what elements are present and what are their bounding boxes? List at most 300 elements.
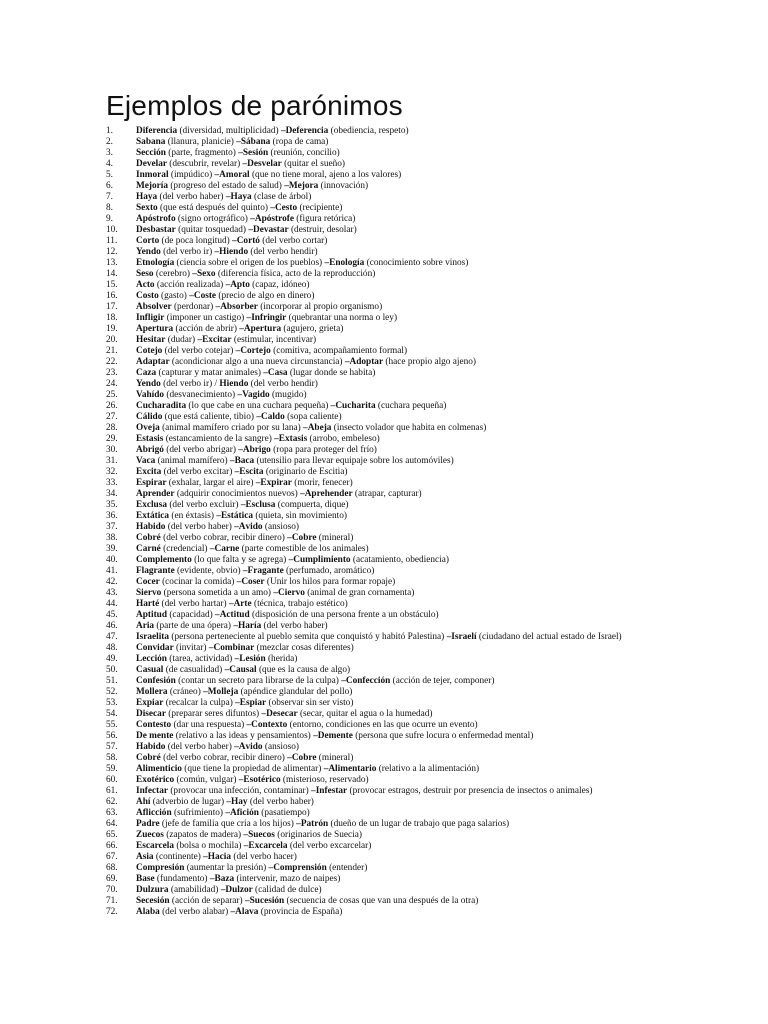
list-item — [106, 742, 756, 753]
paronym-definition: (ciudadano del actual estado de Israel) — [476, 632, 622, 642]
paronym-definition: (apéndice glandular del pollo) — [238, 687, 353, 697]
item-text — [136, 687, 352, 698]
paronym-word: Ávido — [238, 522, 263, 532]
item-number: 54. — [106, 709, 118, 719]
paronym-word: Sesión — [242, 148, 269, 158]
paronym-word: Espirar — [136, 478, 167, 488]
list-item — [106, 170, 756, 181]
item-text — [136, 291, 314, 302]
paronym-definition: (estancamiento de la sangre) — [163, 434, 275, 444]
separator-dash: – — [244, 896, 250, 906]
paronym-definition: (originarios de Suecia) — [274, 830, 362, 840]
paronym-word: Patrón — [300, 819, 329, 829]
item-text — [136, 159, 345, 170]
item-text — [136, 599, 348, 610]
list-item — [106, 203, 756, 214]
list-item — [106, 819, 756, 830]
paronym-word: Desvelar — [247, 159, 282, 169]
paronym-definition: (pasatiempo) — [258, 808, 310, 818]
paronym-word: Ahí — [136, 797, 151, 807]
separator-dash: – — [203, 687, 208, 697]
paronym-word: Fragante — [247, 566, 284, 576]
paronym-word: Dulzura — [136, 885, 169, 895]
paronym-word: Abrigo — [242, 445, 271, 455]
separator-dash: – — [296, 819, 301, 829]
item-number: 60. — [106, 775, 118, 785]
item-number: 46. — [106, 621, 118, 631]
separator-dash: – — [248, 225, 253, 235]
paronym-definition: (utensilio para llevar equipaje sobre los automóviles) — [254, 456, 454, 466]
item-number: 36. — [106, 511, 118, 521]
paronym-definition: (llanura, planicie) — [165, 137, 237, 147]
paronym-definition: (diversidad, multiplicidad) — [177, 126, 281, 136]
separator-dash: – — [224, 665, 230, 675]
paronym-word: Asia — [136, 852, 154, 862]
separator-dash: – — [323, 764, 329, 774]
item-number: 35. — [106, 500, 118, 510]
paronym-word: Infligir — [136, 313, 165, 323]
separator-dash: – — [216, 511, 221, 521]
paronym-definition: (parte comestible de los animales) — [239, 544, 369, 554]
paronym-definition: (ropa para proteger del frío) — [270, 445, 377, 455]
list-item — [106, 379, 756, 390]
paronym-definition: (que está caliente, tibio) — [162, 412, 257, 422]
list-item — [106, 797, 756, 808]
paronym-definition: (ansioso) — [262, 742, 299, 752]
paronym-word: Caldo — [260, 412, 285, 422]
paronym-word: Carné — [136, 544, 161, 554]
item-number: 50. — [106, 665, 118, 675]
item-text — [136, 379, 318, 390]
paronym-word: Vahído — [136, 390, 165, 400]
separator-dash: – — [446, 632, 452, 642]
paronym-definition: (sopa caliente) — [284, 412, 342, 422]
paronym-definition: (del verbo cobrar, recibir dinero) — [160, 753, 288, 763]
list-item — [106, 214, 756, 225]
list-item — [106, 775, 756, 786]
paronym-word: Siervo — [136, 588, 162, 598]
paronym-definition: (en éxtasis) — [169, 511, 217, 521]
paronym-word: Diferencia — [136, 126, 178, 136]
paronym-definition: (figura retórica) — [293, 214, 356, 224]
list-item — [106, 522, 756, 533]
paronym-definition: (mineral) — [316, 533, 354, 543]
paronym-definition: (obediencia, respeto) — [328, 126, 409, 136]
paronym-definition: (del verbo hendir) — [248, 379, 318, 389]
list-item — [106, 709, 756, 720]
paronym-definition: (del verbo cobrar, recibir dinero) — [160, 533, 288, 543]
item-text — [136, 148, 340, 159]
paronym-definition: (hace propio algo ajeno) — [383, 357, 477, 367]
separator-dash: – — [215, 302, 221, 312]
paronym-word: Develar — [136, 159, 167, 169]
item-number: 67. — [106, 852, 118, 862]
paronym-definition: (agujero, grieta) — [281, 324, 344, 334]
page-title: Ejemplos de parónimos — [106, 90, 403, 121]
item-number: 42. — [106, 577, 118, 587]
item-text — [136, 643, 354, 654]
list-item — [106, 885, 756, 896]
paronym-definition: (quieta, sin movimiento) — [253, 511, 347, 521]
paronym-word: Cesto — [274, 203, 298, 213]
paronym-definition: (perfumado, aromático) — [283, 566, 375, 576]
separator-dash: – — [230, 907, 236, 917]
item-text — [136, 709, 433, 720]
paronym-word: Deferencia — [285, 126, 329, 136]
separator-dash: – — [341, 676, 346, 686]
list-item — [106, 302, 756, 313]
item-text — [136, 335, 316, 346]
paronym-word: Escita — [239, 467, 264, 477]
separator-dash: – — [270, 203, 275, 213]
paronym-definition: (del verbo cotejar) — [162, 346, 236, 356]
paronym-word: Estasis — [136, 434, 164, 444]
list-item — [106, 412, 756, 423]
paronym-definition: (del verbo excitar) — [161, 467, 235, 477]
list-item — [106, 687, 756, 698]
item-text — [136, 775, 369, 786]
item-number: 71. — [106, 896, 118, 906]
item-number: 66. — [106, 841, 118, 851]
paronym-word: Sábana — [240, 137, 271, 147]
paronym-definition: (capacidad) — [167, 610, 216, 620]
paronym-word: Apto — [230, 280, 250, 290]
paronym-word: Apóstrofe — [254, 214, 294, 224]
separator-dash: – — [235, 346, 241, 356]
paronym-word: Baza — [214, 874, 235, 884]
paronym-definition: (exhalar, largar el aire) — [166, 478, 256, 488]
paronym-word: Aria — [136, 621, 155, 631]
item-text — [136, 841, 371, 852]
separator-dash: – — [238, 775, 244, 785]
paronym-definition: (Unir los hilos para formar ropaje) — [264, 577, 396, 587]
item-text — [136, 885, 322, 896]
item-text — [136, 588, 414, 599]
paronym-word: Esotérico — [243, 775, 281, 785]
item-number: 20. — [106, 335, 118, 345]
list-item — [106, 291, 756, 302]
paronym-definition: (quebrantar una norma o ley) — [286, 313, 398, 323]
item-number: 39. — [106, 544, 118, 554]
separator-dash: – — [220, 885, 226, 895]
paronym-definition: (descubrir, revelar) — [166, 159, 243, 169]
separator-dash: – — [242, 159, 248, 169]
item-number: 34. — [106, 489, 118, 499]
paronym-definition: (evidente, obvio) — [174, 566, 243, 576]
item-text — [136, 456, 454, 467]
paronym-word: Coste — [193, 291, 217, 301]
item-text — [136, 258, 468, 269]
item-text — [136, 764, 479, 775]
separator-dash: – — [226, 797, 232, 807]
paronym-word: Cucharita — [335, 401, 376, 411]
item-number: 5. — [106, 170, 113, 180]
item-text — [136, 863, 367, 874]
paronym-word: Base — [136, 874, 155, 884]
list-item — [106, 643, 756, 654]
paronym-definition: (del verbo abrigar) — [163, 445, 239, 455]
list-item — [106, 247, 756, 258]
paronym-definition: (tarea, actividad) — [166, 654, 235, 664]
separator-dash: – — [235, 698, 240, 708]
item-text — [136, 786, 592, 797]
item-number: 38. — [106, 533, 118, 543]
paronym-word: Cortejo — [240, 346, 271, 356]
item-text — [136, 313, 397, 324]
paronym-word: Vagido — [242, 390, 270, 400]
paronym-definition: (secar, quitar el agua o la humedad) — [297, 709, 433, 719]
paronym-word: Combinar — [213, 643, 255, 653]
paronym-definition: (entender) — [326, 863, 368, 873]
item-text — [136, 753, 353, 764]
paronym-word: Aflicción — [136, 808, 172, 818]
paronym-definition: (dueño de un lugar de trabajo que paga salarios) — [328, 819, 510, 829]
item-number: 61. — [106, 786, 118, 796]
paronym-definition: (relativo a la alimentación) — [376, 764, 480, 774]
list-item — [106, 764, 756, 775]
item-number: 40. — [106, 555, 118, 565]
paronym-definition: (calidad de dulce) — [252, 885, 322, 895]
paronym-word: Compresión — [136, 863, 185, 873]
paronym-word: Aprehender — [304, 489, 353, 499]
item-number: 12. — [106, 247, 118, 257]
list-item — [106, 368, 756, 379]
paronym-word: Acto — [136, 280, 155, 290]
paronym-word: Cálido — [136, 412, 163, 422]
paronym-definition: (signo ortográfico) — [175, 214, 251, 224]
paronym-word: Abrigó — [136, 445, 164, 455]
paronym-definition: (del verbo cortar) — [259, 236, 328, 246]
separator-dash: – — [189, 291, 194, 301]
list-item — [106, 830, 756, 841]
list-item — [106, 852, 756, 863]
list-item — [106, 236, 756, 247]
list-item — [106, 896, 756, 907]
paronym-definition: (de casualidad) — [163, 665, 225, 675]
paronym-word: Coser — [241, 577, 265, 587]
separator-dash: – — [239, 324, 244, 334]
paronym-word: Absorber — [220, 302, 258, 312]
item-number: 30. — [106, 445, 118, 455]
item-number: 55. — [106, 720, 118, 730]
separator-dash: – — [234, 522, 239, 532]
paronym-list — [106, 126, 756, 918]
list-item — [106, 181, 756, 192]
paronym-word: Yendo — [136, 247, 161, 257]
paronym-word: Dulzor — [225, 885, 253, 895]
item-text — [136, 181, 368, 192]
item-number: 32. — [106, 467, 118, 477]
item-text — [136, 819, 509, 830]
list-item — [106, 192, 756, 203]
separator-dash: – — [303, 423, 308, 433]
paronym-definition: (acción de tejer, componer) — [390, 676, 495, 686]
paronym-definition: (mezclar cosas diferentes) — [254, 643, 354, 653]
item-number: 14. — [106, 269, 118, 279]
paronym-definition: (quitar tosquedad) — [175, 225, 249, 235]
item-number: 2. — [106, 137, 113, 147]
paronym-word: Cumplimiento — [293, 555, 351, 565]
paronym-word: Expiar — [136, 698, 164, 708]
paronym-definition: (cuchara pequeña) — [375, 401, 447, 411]
paronym-definition: (herida) — [265, 654, 298, 664]
paronym-definition: (invitar) — [173, 643, 209, 653]
paronym-definition: (del verbo ir) / — [160, 379, 220, 389]
item-text — [136, 577, 395, 588]
paronym-word: Flagrante — [136, 566, 175, 576]
paronym-word: Devastar — [252, 225, 289, 235]
paronym-word: Haría — [237, 621, 262, 631]
paronym-word: Exotérico — [136, 775, 175, 785]
paronym-word: Costo — [136, 291, 159, 301]
paronym-definition: (innovación) — [318, 181, 369, 191]
separator-dash: – — [197, 335, 203, 345]
item-number: 45. — [106, 610, 118, 620]
item-text — [136, 544, 369, 555]
paronym-definition: (del verbo haber) — [247, 797, 314, 807]
separator-dash: – — [246, 313, 252, 323]
list-item — [106, 500, 756, 511]
separator-dash: – — [330, 401, 336, 411]
paronym-definition: (cocinar la comida) — [159, 577, 237, 587]
paronym-word: Secesión — [136, 896, 170, 906]
paronym-word: Habido — [136, 522, 166, 532]
paronym-word: Yendo — [136, 379, 161, 389]
list-item — [106, 434, 756, 445]
paronym-definition: (mugido) — [269, 390, 307, 400]
paronym-definition: (del verbo hacer) — [231, 852, 297, 862]
paronym-word: Habido — [136, 742, 166, 752]
paronym-word: Convidar — [136, 643, 174, 653]
paronym-word: Álava — [235, 907, 259, 917]
paronym-definition: (preparar seres difuntos) — [165, 709, 262, 719]
paronym-word: Demente — [317, 731, 353, 741]
list-item — [106, 313, 756, 324]
separator-dash: – — [215, 610, 220, 620]
list-item — [106, 126, 756, 137]
separator-dash: – — [263, 368, 268, 378]
item-text — [136, 324, 343, 335]
paronym-definition: (acción de separar) — [169, 896, 245, 906]
list-item — [106, 654, 756, 665]
paronym-word: Harté — [136, 599, 160, 609]
item-text — [136, 907, 342, 918]
list-item — [106, 357, 756, 368]
paronym-word: Amoral — [219, 170, 250, 180]
paronym-word: Contexto — [251, 720, 288, 730]
item-number: 25. — [106, 390, 118, 400]
paronym-word: Haya — [230, 192, 252, 202]
item-number: 19. — [106, 324, 118, 334]
paronym-definition: (intervenir, mazo de naipes) — [234, 874, 341, 884]
item-text — [136, 269, 375, 280]
paronym-definition: (del verbo hartar) — [159, 599, 229, 609]
separator-dash: – — [214, 247, 220, 257]
paronym-definition: (lo que cabe en una cuchara pequeña) — [186, 401, 331, 411]
paronym-word: Alimentario — [328, 764, 377, 774]
item-number: 4. — [106, 159, 113, 169]
item-text — [136, 478, 353, 489]
paronym-definition: (destruir, desolar) — [288, 225, 357, 235]
item-text — [136, 852, 297, 863]
paronym-word: Confección — [345, 676, 391, 686]
list-item — [106, 632, 756, 643]
paronym-definition: (común, vulgar) — [174, 775, 239, 785]
item-text — [136, 126, 409, 137]
item-number: 59. — [106, 764, 118, 774]
separator-dash: – — [234, 742, 239, 752]
item-number: 17. — [106, 302, 118, 312]
paronym-word: Cotejo — [136, 346, 163, 356]
item-number: 16. — [106, 291, 118, 301]
list-item — [106, 599, 756, 610]
item-number: 56. — [106, 731, 118, 741]
item-text — [136, 412, 342, 423]
paronym-word: Cobré — [136, 533, 161, 543]
paronym-definition: (acción de abrir) — [173, 324, 240, 334]
list-item — [106, 863, 756, 874]
paronym-word: Estática — [220, 511, 253, 521]
item-text — [136, 566, 374, 577]
paronym-word: Sucesión — [249, 896, 285, 906]
paronym-word: Enología — [329, 258, 365, 268]
separator-dash: – — [203, 852, 208, 862]
item-number: 65. — [106, 830, 118, 840]
paronym-definition: (capturar y matar animales) — [156, 368, 264, 378]
list-item — [106, 566, 756, 577]
paronym-definition: (acondicionar algo a una nueva circunstancia) — [169, 357, 345, 367]
item-text — [136, 192, 311, 203]
separator-dash: – — [287, 533, 292, 543]
paronym-definition: (animal mamífero) — [155, 456, 230, 466]
item-text — [136, 610, 439, 621]
separator-dash: – — [280, 126, 286, 136]
item-text — [136, 434, 380, 445]
item-number: 52. — [106, 687, 118, 697]
paronym-definition: (originario de Escitia) — [263, 467, 348, 477]
item-text — [136, 632, 622, 643]
item-number: 9. — [106, 214, 113, 224]
separator-dash: – — [243, 830, 249, 840]
paronym-definition: (compuerta, dique) — [275, 500, 349, 510]
item-text — [136, 236, 327, 247]
paronym-word: Escarcela — [136, 841, 175, 851]
paronym-definition: (amabilidad) — [168, 885, 221, 895]
separator-dash: – — [232, 236, 237, 246]
paronym-word: Confesión — [136, 676, 176, 686]
list-item — [106, 533, 756, 544]
paronym-word: Alimenticio — [136, 764, 182, 774]
paronym-word: Inmoral — [136, 170, 169, 180]
paronym-definition: (aumentar la presión) — [184, 863, 269, 873]
item-number: 13. — [106, 258, 118, 268]
list-item — [106, 874, 756, 885]
paronym-definition: (animal mamífero criado por su lana) — [159, 423, 304, 433]
paronym-word: Adaptar — [136, 357, 170, 367]
item-number: 3. — [106, 148, 113, 158]
item-text — [136, 896, 478, 907]
paronym-definition: (credencial) — [160, 544, 210, 554]
paronym-word: Hiendo — [219, 247, 249, 257]
separator-dash: – — [243, 841, 249, 851]
separator-dash: – — [236, 577, 242, 587]
item-text — [136, 247, 318, 258]
paronym-definition: (ciencia sobre el origen de los pueblos) — [174, 258, 325, 268]
paronym-word: Desbastar — [136, 225, 176, 235]
paronym-word: Israelita — [136, 632, 170, 642]
paronym-word: Actitud — [219, 610, 250, 620]
paronym-definition: (del verbo excarcelar) — [287, 841, 372, 851]
